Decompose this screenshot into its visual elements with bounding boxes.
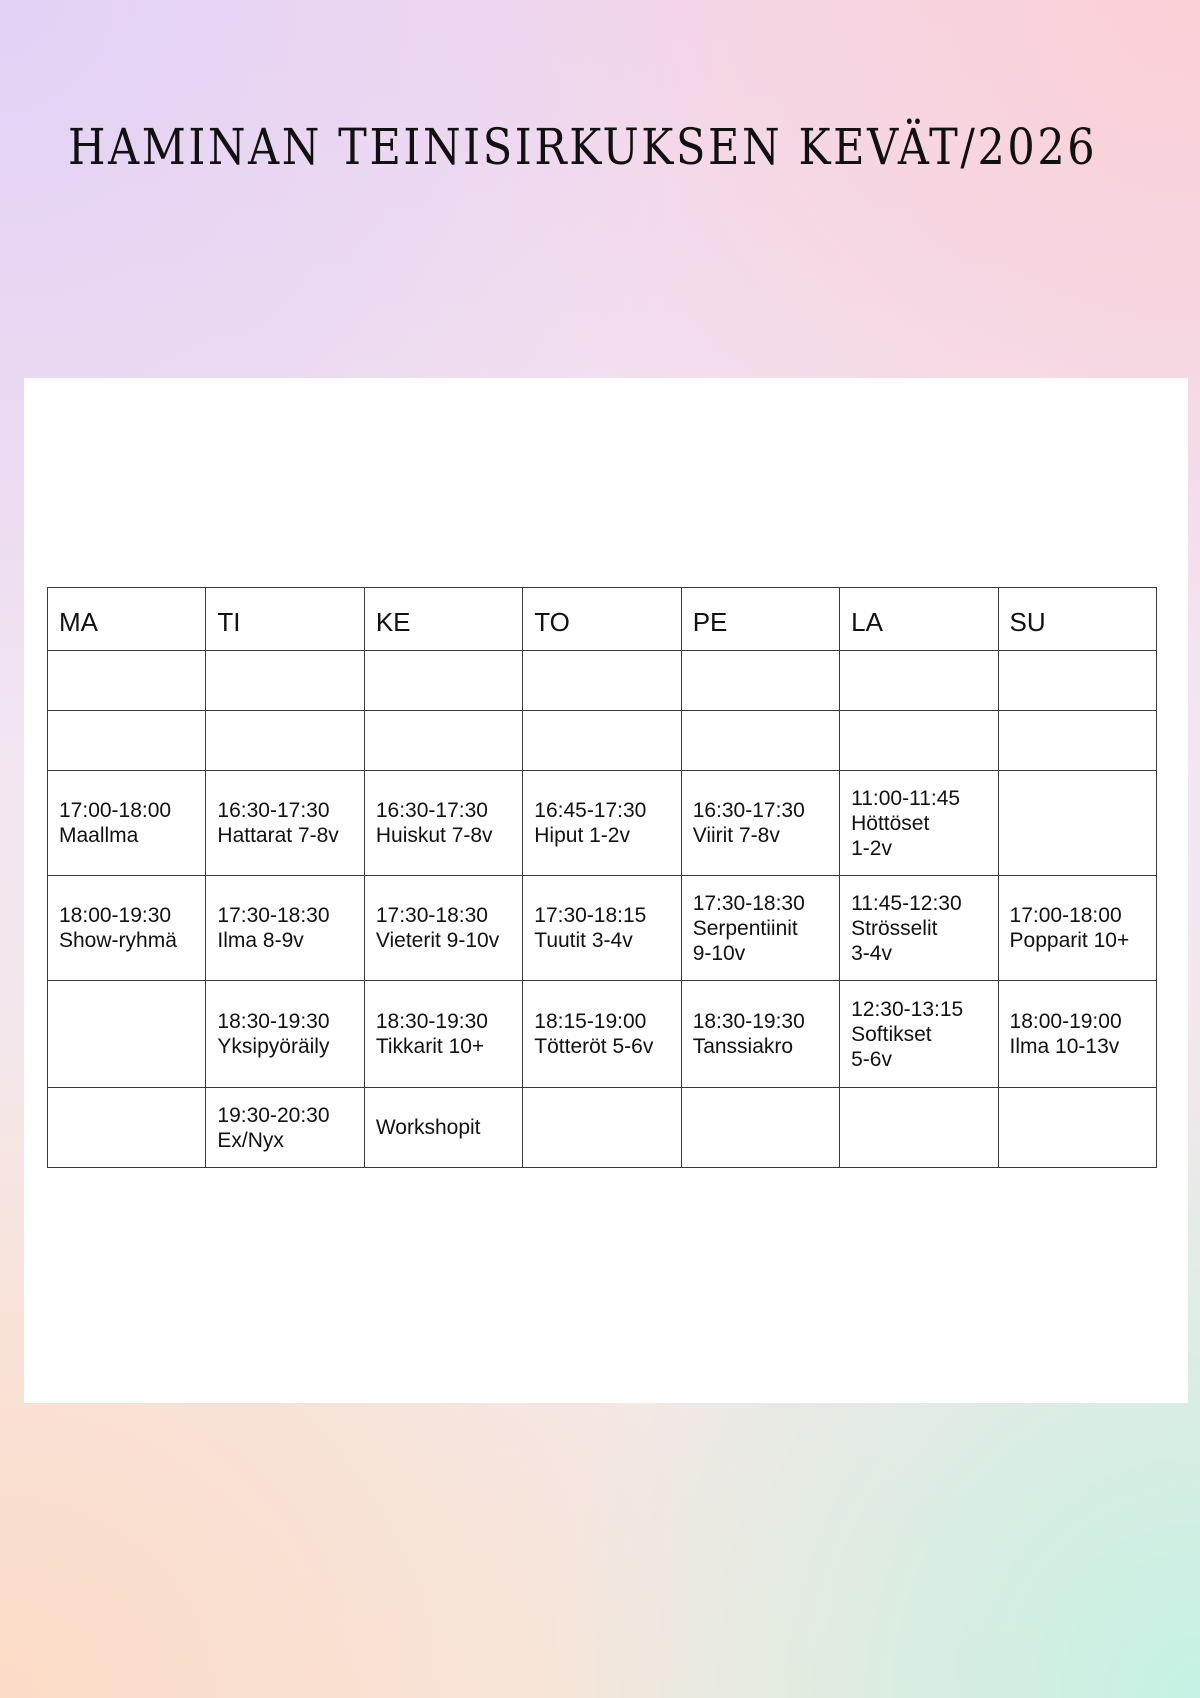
schedule-cell: 18:30-19:30 Tikkarit 10+ [364, 981, 522, 1088]
empty-cell [681, 651, 839, 711]
schedule-cell: 17:30-18:30 Ilma 8-9v [206, 876, 364, 981]
schedule-cell: 17:30-18:30 Serpentiinit 9-10v [681, 876, 839, 981]
day-header-ke: KE [364, 588, 522, 651]
schedule-row [48, 981, 1157, 1088]
header-row [48, 588, 1157, 651]
schedule-cell: 17:00-18:00 Popparit 10+ [998, 876, 1156, 981]
schedule-cell: 17:30-18:15 Tuutit 3-4v [523, 876, 681, 981]
empty-cell [364, 651, 522, 711]
schedule-cell: 17:00-18:00 Maallma [48, 771, 206, 876]
empty-cell [998, 651, 1156, 711]
schedule-cell: 18:30-19:30 Tanssiakro [681, 981, 839, 1088]
schedule-table [47, 587, 1157, 1168]
schedule-cell [998, 1088, 1156, 1168]
schedule-cell: 16:30-17:30 Huiskut 7-8v [364, 771, 522, 876]
empty-cell [523, 711, 681, 771]
schedule-cell: 11:45-12:30 Strösselit 3-4v [840, 876, 998, 981]
empty-row [48, 651, 1157, 711]
empty-cell [681, 711, 839, 771]
schedule-cell [840, 1088, 998, 1168]
empty-cell [998, 711, 1156, 771]
schedule-row [48, 1088, 1157, 1168]
schedule-cell: 17:30-18:30 Vieterit 9-10v [364, 876, 522, 981]
empty-cell [364, 711, 522, 771]
day-header-ma: MA [48, 588, 206, 651]
empty-row [48, 711, 1157, 771]
page-title: HAMINAN TEINISIRKUKSEN KEVÄT/2026 [68, 118, 1098, 176]
day-header-la: LA [840, 588, 998, 651]
schedule-row [48, 876, 1157, 981]
empty-cell [48, 711, 206, 771]
day-header-to: TO [523, 588, 681, 651]
schedule-cell: 18:00-19:30 Show-ryhmä [48, 876, 206, 981]
empty-cell [840, 651, 998, 711]
schedule-cell [998, 771, 1156, 876]
schedule-cell: Workshopit [364, 1088, 522, 1168]
schedule-cell: 18:15-19:00 Tötteröt 5-6v [523, 981, 681, 1088]
schedule-cell [681, 1088, 839, 1168]
schedule-card [24, 378, 1188, 1403]
schedule-cell: 18:30-19:30 Yksipyöräily [206, 981, 364, 1088]
schedule-cell: 12:30-13:15 Softikset 5-6v [840, 981, 998, 1088]
day-header-pe: PE [681, 588, 839, 651]
day-header-su: SU [998, 588, 1156, 651]
schedule-cell: 16:30-17:30 Hattarat 7-8v [206, 771, 364, 876]
schedule-cell: 18:00-19:00 Ilma 10-13v [998, 981, 1156, 1088]
empty-cell [206, 711, 364, 771]
schedule-cell: 16:30-17:30 Viirit 7-8v [681, 771, 839, 876]
schedule-row [48, 771, 1157, 876]
empty-cell [523, 651, 681, 711]
schedule-cell: 19:30-20:30 Ex/Nyx [206, 1088, 364, 1168]
empty-cell [206, 651, 364, 711]
schedule-cell: 16:45-17:30 Hiput 1-2v [523, 771, 681, 876]
schedule-cell: 11:00-11:45 Höttöset 1-2v [840, 771, 998, 876]
schedule-cell [48, 981, 206, 1088]
empty-cell [48, 651, 206, 711]
day-header-ti: TI [206, 588, 364, 651]
schedule-cell [48, 1088, 206, 1168]
empty-cell [840, 711, 998, 771]
schedule-cell [523, 1088, 681, 1168]
